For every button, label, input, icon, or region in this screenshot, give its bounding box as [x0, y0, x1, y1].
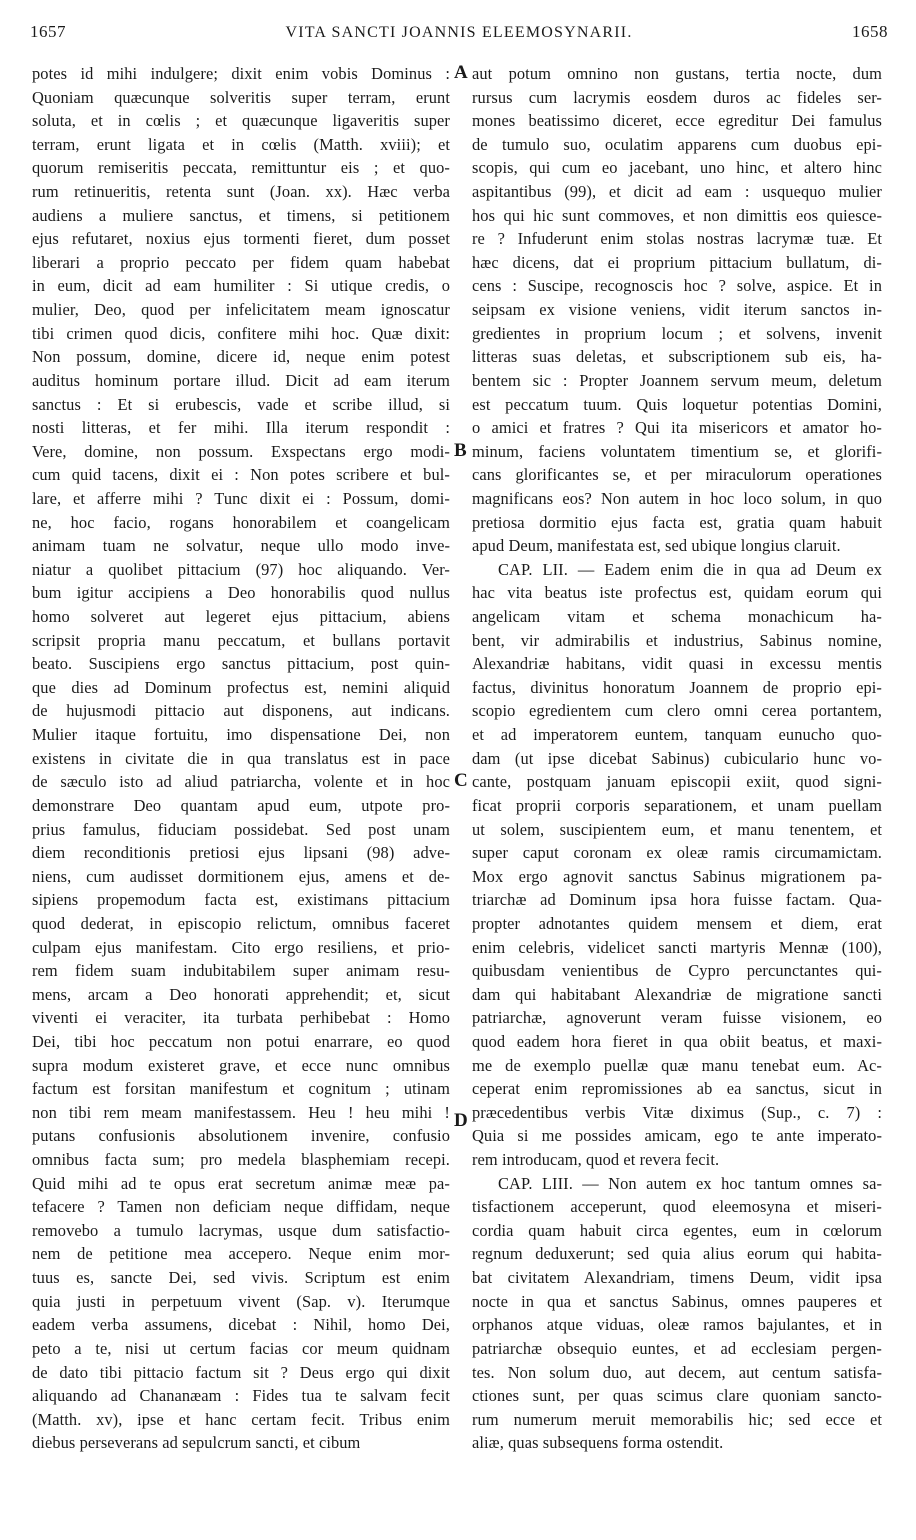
right-column-line: me de exemplo puellæ quæ manu tenebat eum. Ac- — [472, 1055, 882, 1075]
right-column-line: angelicam vitam et schema monachicum ha- — [472, 607, 882, 627]
left-column-line: auditus hominum portare illud. Dicit ad eam iterum — [32, 370, 450, 390]
right-column-line: minum, faciens voluntatem timentium se, et glorifi- — [472, 441, 882, 461]
left-column-line: existens in civitate die in qua translatus est in pace — [32, 748, 450, 768]
left-column-line: scripsit propria manu peccatum, et bullans portavit — [32, 630, 450, 650]
left-column-line: potes id mihi indulgere; dixit enim vobis Dominus : — [32, 64, 450, 83]
right-column-line: patriarchæ obsequio euntes, et ad ecclesiam pergen- — [472, 1338, 882, 1358]
right-column-line: ut solem, suscipientem eum, et manu tenentem, et — [472, 819, 882, 839]
right-column-line: seipsam ex visione veniens, vidit iterum sanctos in- — [472, 300, 882, 320]
section-marker-b: B — [454, 440, 467, 461]
right-column-line: Alexandriæ habitans, vidit quasi in excessu mentis — [472, 654, 882, 674]
right-column-line: magnificans eos? Non autem in hoc loco solum, in quo — [472, 488, 882, 508]
right-column-line: super caput coronam ex oleæ ramis circumamictam. — [472, 843, 882, 863]
right-column-line: dam qui habitabant Alexandriæ de migratione sancti — [472, 984, 882, 1004]
left-column-line: beato. Suscipiens ergo sanctus pittacium, post quin- — [32, 654, 450, 674]
right-column-line: præcedentibus verbis Vitæ diximus (Sup., c. 7) : — [472, 1102, 882, 1122]
left-column-line: ejus refutaret, noxius ejus tormenti fieret, dum posset — [32, 229, 450, 249]
right-column-line: re ? Infuderunt enim stolas nostras lacrymæ tuæ. Et — [472, 229, 882, 249]
left-column-line: (Matth. xv), ipse et hanc certam fecit. Tribus enim — [32, 1409, 450, 1429]
right-column-line: tisfactionem acceperunt, quod eleemosyna et miseri- — [472, 1197, 882, 1217]
right-column-line: et ad imperatorem euntem, tanquam eunucho quo- — [472, 725, 882, 745]
left-column-line: diebus perseverans ad sepulcrum sancti, et cibum — [32, 1433, 361, 1453]
left-column-line: in eum, dicit ad eam humiliter : Si utique credis, o — [32, 276, 450, 296]
right-column-line: regnum deduxerunt; sed quia alius eorum qui habita- — [472, 1244, 882, 1264]
left-column-line: soluta, et in cœlis ; et quæcunque ligaveritis super — [32, 111, 450, 131]
left-column-line: Non possum, domine, dicere id, neque enim potest — [32, 347, 450, 367]
left-column-line: viventi ei veraciter, ita turbata perhibebat : Homo — [32, 1008, 450, 1028]
left-column-line: culpam ejus manifestam. Cito ergo resiliens, et prio- — [32, 937, 450, 957]
left-column-line: rem fidem suam indubitabilem super animam resu- — [32, 961, 450, 981]
left-column-line: Quoniam quæcunque solveritis super terram, erunt — [32, 87, 450, 107]
left-column-line: tibi crimen quod dicis, confitere mihi hoc. Quæ dixit: — [32, 323, 450, 343]
right-column-line: nocte in qua et sanctus Sabinus, omnes pauperes et — [472, 1291, 882, 1311]
left-column-line: audiens a muliere sanctus, et timens, si petitionem — [32, 205, 450, 225]
right-column-line: quod eadem hora fieret in qua obiit beatus, et maxi- — [472, 1031, 882, 1051]
right-column-line: propter adnotantes quidem mensem et diem, erat — [472, 913, 882, 933]
left-column-line: non tibi rem meam manifestassem. Heu ! heu mihi ! — [32, 1102, 450, 1122]
left-column-line: removebo a tumulo lacrymas, usque dum satisfactio- — [32, 1220, 450, 1240]
running-title: VITA SANCTI JOANNIS ELEEMOSYNARII. — [285, 24, 633, 41]
left-column-line: aliquando ad Chananæam : Fides tua te salvam fecit — [32, 1386, 450, 1406]
right-column-line: Mox ergo agnovit sanctus Sabinus migrationem pa- — [472, 866, 882, 886]
right-column-line: est peccatum tuum. Quis loquetur potentias Domini, — [472, 394, 882, 414]
right-column-line: CAP. LIII. — Non autem ex hoc tantum omnes sa- — [498, 1173, 882, 1193]
left-column-line: prius famulus, fiduciam possidebat. Sed post unam — [32, 819, 450, 839]
right-column-line: ctiones sunt, per quas scimus clare quoniam sancto- — [472, 1386, 882, 1406]
right-column-line: o amici et fratres ? Qui ita misericors et amator ho- — [472, 418, 882, 438]
left-column-line: Mulier itaque fortuitu, imo dispensatione Dei, non — [32, 725, 450, 745]
section-marker-a: A — [454, 62, 468, 83]
right-column-line: cante, postquam januam episcopii exiit, quod signi- — [472, 772, 882, 792]
right-column-line: rem introducam, quod et revera fecit. — [472, 1150, 720, 1170]
right-column-line: enim celebris, videlicet sancti martyris Mennæ (100), — [472, 937, 882, 957]
left-column-line: nosti litteras, et fer mihi. Illa iterum respondit : — [32, 418, 450, 438]
right-column-line: tes. Non solum duo, aut decem, aut centum satisfa- — [472, 1362, 882, 1382]
right-column — [472, 62, 882, 1455]
left-column-line: animam tuam ne solvatur, neque ullo modo inve- — [32, 536, 450, 556]
left-column-line: terram, erunt ligata et in cœlis (Matth. xviii); et — [32, 134, 450, 154]
left-column-line: rum retinueritis, retenta sunt (Joan. xx). Hæc verba — [32, 182, 450, 202]
right-column-line: apud Deum, manifestata est, sed ubique longius claruit. — [472, 536, 841, 556]
left-column-line: niens, cum audisset dormitionem ejus, amens et de- — [32, 866, 450, 886]
left-column-line: mens, arcam a Deo honorati apprehendit; et, sicut — [32, 984, 450, 1004]
right-column-line: aliæ, quas subsequens forma ostendit. — [472, 1433, 724, 1453]
left-column-line: putans confusionis absolutionem invenire, confusio — [32, 1126, 450, 1146]
left-column-line: sipiens propemodum facta est, existimans pittacium — [32, 890, 450, 910]
right-column-line: dam (ut ipse dicebat Sabinus) cubiculario hunc vo- — [472, 748, 882, 768]
right-column-line: cordia quam habuit circa egentes, eum in cœlorum — [472, 1220, 882, 1240]
right-column-line: bat civitatem Alexandriam, timens Deum, vidit ipsa — [472, 1268, 882, 1288]
left-column-line: Quid mihi ad te opus erat secretum animæ meæ pa- — [32, 1173, 450, 1193]
left-column-line: quorum remiseritis peccata, remittuntur eis ; et quo- — [32, 158, 450, 178]
right-column-line: CAP. LII. — Eadem enim die in qua ad Deum ex — [498, 559, 882, 579]
left-column-line: lare, et afferre mihi ? Tunc dixit ei : Possum, domi- — [32, 488, 450, 508]
left-column-line: bum igitur accipiens a Deo honorabilis quod nullus — [32, 583, 450, 603]
left-column-line: de sæculo isto ad aliud patriarcha, volente et in hoc — [32, 772, 450, 792]
right-column-line: factus, divinitus honoratum Joannem de proprio epi- — [472, 677, 882, 697]
left-column-line: que dies ad Dominum profectus est, nemini aliquid — [32, 677, 450, 697]
right-column-line: bent, vir admirabilis et industrius, Sabinus nomine, — [472, 630, 882, 650]
left-column-line: omnibus facta sum; pro medela blasphemiam recepi. — [32, 1150, 450, 1170]
left-column-line: de hujusmodi pittacio aut disponens, aut indicans. — [32, 701, 450, 721]
right-column-line: cens : Suscipe, recognoscis hoc ? solve, aspice. Et in — [472, 276, 882, 296]
left-column-line: liberari a proprio peccato per fidem quam habebat — [32, 252, 450, 272]
section-marker-d: D — [454, 1110, 468, 1131]
left-column-line: niatur a quolibet pittacium (97) hoc aliquando. Ver- — [32, 559, 450, 579]
right-column-line: aut potum omnino non gustans, tertia nocte, dum — [472, 64, 882, 83]
left-column-line: factum est forsitan manifestum et cognitum ; utinam — [32, 1079, 450, 1099]
left-column-line: Dei, tibi hoc peccatum non potui enarrare, eo quod — [32, 1031, 450, 1051]
right-column-line: quibusdam venientibus de Cypro percunctantes qui- — [472, 961, 882, 981]
left-column-line: nem de petitione mea accepero. Neque enim mor- — [32, 1244, 450, 1264]
right-column-line: rursus cum lacrymis eosdem duros ac fideles ser- — [472, 87, 882, 107]
right-column-line: patriarchæ, agnoverunt veram fuisse visionem, eo — [472, 1008, 882, 1028]
right-column-line: hos qui hic sunt commoves, et non dimittis eos quiesce- — [472, 205, 882, 225]
running-header — [30, 22, 888, 48]
left-column — [32, 62, 450, 1455]
left-column-line: ne, hoc facio, rogans honorabilem et coangelicam — [32, 512, 450, 532]
left-column-line: eadem verba assumens, dicebat : Nihil, homo Dei, — [32, 1315, 450, 1335]
right-column-line: pretiosa dormitio ejus facta est, gratia quam habuit — [472, 512, 882, 532]
right-column-line: ceperat enim repromissiones ab ea sanctus, sicut in — [472, 1079, 882, 1099]
left-column-line: sanctus : Et si erubescis, vade et scribe illud, si — [32, 394, 450, 414]
left-column-line: homo solveret aut legeret ejus pittacium, abiens — [32, 607, 450, 627]
right-column-line: aspitantibus (99), et dicit ad eam : usquequo mulier — [472, 182, 882, 202]
left-column-line: demonstrare Deo quantam apud eum, utpote pro- — [32, 795, 450, 815]
right-column-line: de tumulo suo, oculatim apparens cum duobus epi- — [472, 134, 882, 154]
right-column-line: cans glorificantes se, et per miraculorum operationes — [472, 465, 882, 485]
left-column-line: peto a te, nisi ut certum facias cor meum quidnam — [32, 1338, 450, 1358]
right-column-line: triarchæ ad Dominum ipsa hora fuisse factam. Qua- — [472, 890, 882, 910]
left-column-line: Vere, domine, non possum. Exspectans ergo modi- — [32, 441, 450, 461]
page-number-right: 1658 — [851, 22, 888, 41]
right-column-line: mones beatissimo diceret, ecce egreditur Dei famulus — [472, 111, 882, 131]
right-column-line: Quia si me possides amicam, ego te ante imperato- — [472, 1126, 882, 1146]
right-column-line: orphanos atque viduas, oleæ ramos bajulantes, et in — [472, 1315, 882, 1335]
right-column-line: rum numerum meruit memorabilis hic; sed ecce et — [472, 1409, 882, 1429]
right-column-line: ficat proprii corporis separationem, et unam puellam — [472, 795, 882, 815]
left-column-line: mulier, Deo, quod per infelicitatem meam ignoscatur — [32, 300, 450, 320]
left-column-line: quod dederat, in episcopio relictum, omnibus faceret — [32, 913, 450, 933]
left-column-line: tuus es, sancte Dei, sed vivis. Scriptum est enim — [32, 1268, 450, 1288]
left-column-line: supra modum existeret grave, et ecce nunc omnibus — [32, 1055, 450, 1075]
left-column-line: tefacere ? Tamen non deficiam neque diffidam, neque — [32, 1197, 450, 1217]
right-column-line: bentem sic : Propter Joannem servum meum, deletum — [472, 370, 882, 390]
left-column-line: cum quid tacens, dixit ei : Non potes scribere et bul- — [32, 465, 450, 485]
right-column-line: litteras suas deletas, et subscriptionem sub eis, ha- — [472, 347, 882, 367]
section-marker-c: C — [454, 770, 468, 791]
left-column-line: quia justi in perpetuum vivent (Sap. v). Iterumque — [32, 1291, 450, 1311]
right-column-line: scopis, qui cum eo jacebant, uno hinc, et altero hinc — [472, 158, 882, 178]
left-column-line: de dato tibi pittacio factum sit ? Deus ergo qui dixit — [32, 1362, 450, 1382]
left-column-line: diem reconditionis pretiosi ejus lipsani (98) adve- — [32, 843, 450, 863]
page-number-left: 1657 — [30, 22, 66, 41]
right-column-line: hac vita beatus iste profectus est, quidam eorum qui — [472, 583, 882, 603]
right-column-line: hæc dicens, dat ei proprium pittacium bullatum, di- — [472, 252, 882, 272]
right-column-line: gredientes in proprium locum ; et solvens, invenit — [472, 323, 882, 343]
right-column-line: scopio egredientem cum clero omni cerea portantem, — [472, 701, 882, 721]
